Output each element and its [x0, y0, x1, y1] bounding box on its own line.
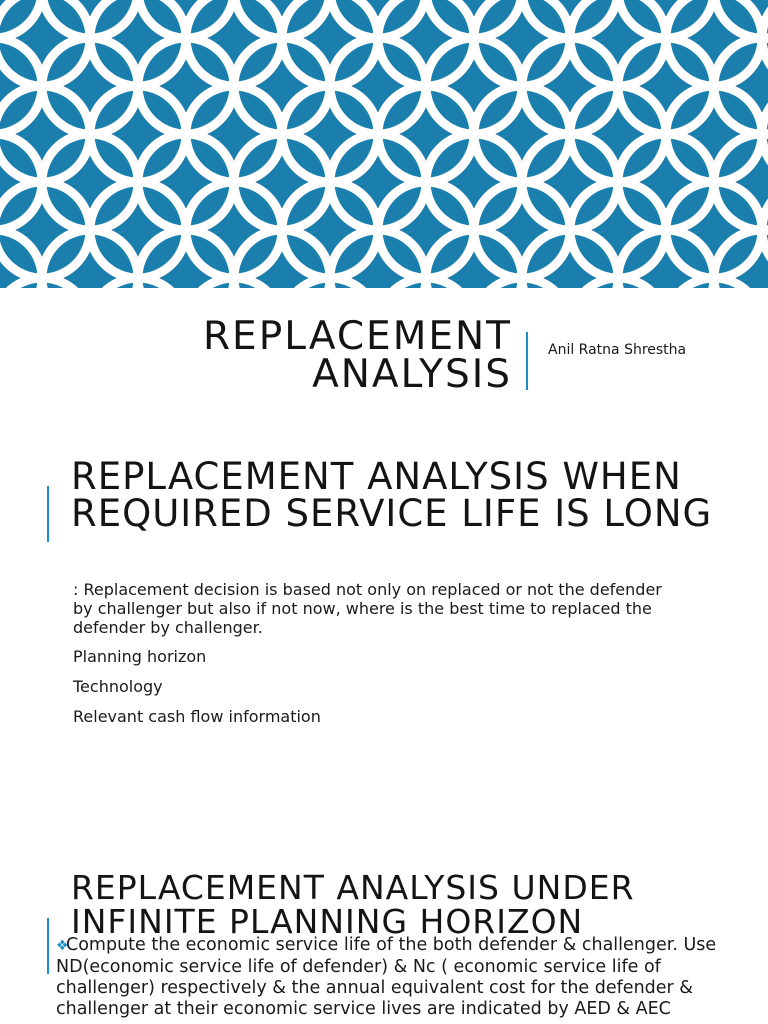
list-item-planning-horizon: Planning horizon — [73, 647, 207, 666]
interlocking-circles-pattern — [0, 0, 768, 288]
slide2-accent-bar — [47, 486, 49, 542]
title-divider — [526, 332, 528, 390]
slide3-body-content: Compute the economic service life of the both defender & challenger. Use ND(economic service life of defender) & Nc ( economic service life of challenger) respectively & the annual equivalent cost for the defender & challenger at their economic service lives are indicated by AED & AEC — [56, 935, 717, 1019]
list-item-cash-flow: Relevant cash flow information — [73, 707, 321, 726]
author-name: Anil Ratna Shrestha — [548, 342, 687, 358]
slide3-accent-bar — [47, 918, 49, 974]
diamond-bullet-icon: ❖ — [56, 938, 69, 954]
presentation-title: REPLACEMENT ANALYSIS — [202, 314, 512, 397]
slide3-title: REPLACEMENT ANALYSIS UNDER INFINITE PLANNING HORIZON — [71, 868, 635, 941]
slide2-intro-text: : Replacement decision is based not only on replaced or not the defender by challenger but also if not now, where is the best time to replaced the defender by challenger. — [73, 580, 662, 637]
slide3-body-text — [56, 935, 756, 1020]
list-item-technology: Technology — [73, 677, 163, 696]
slide2-title: REPLACEMENT ANALYSIS WHEN REQUIRED SERVICE LIFE IS LONG — [71, 455, 713, 535]
